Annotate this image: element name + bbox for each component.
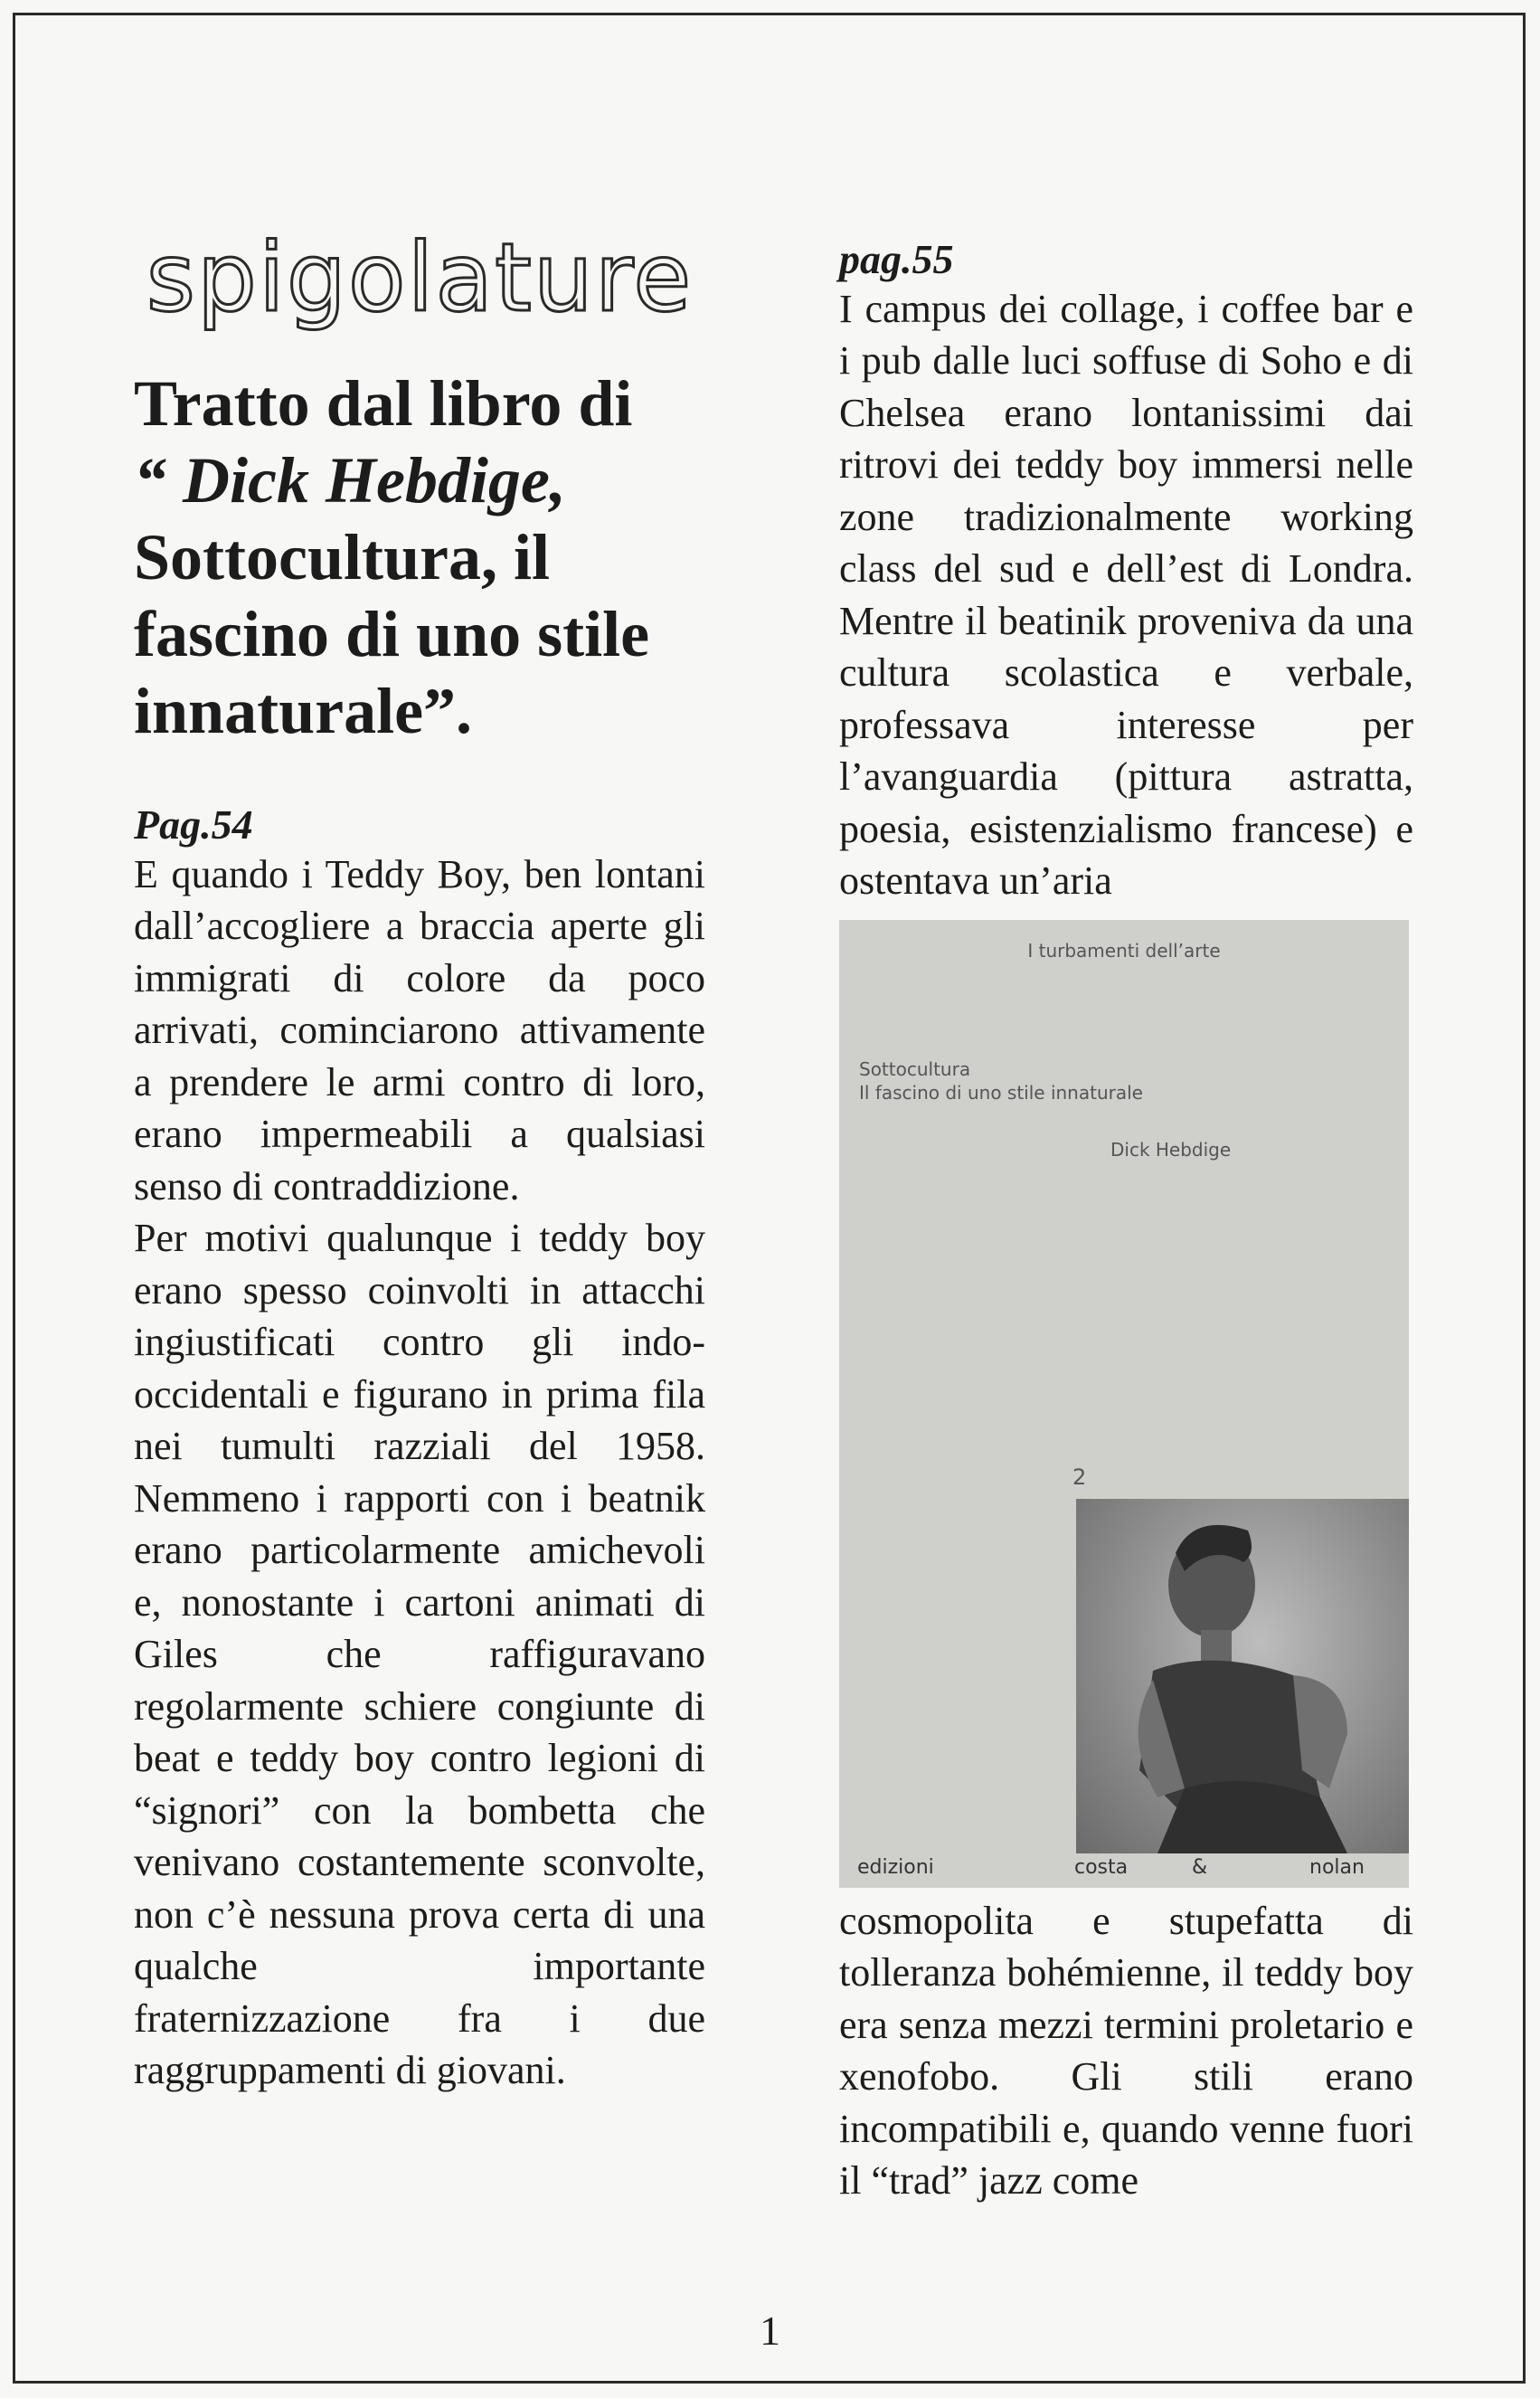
left-body-text bbox=[134, 848, 705, 2097]
book-cover-image bbox=[839, 920, 1409, 1888]
right-paragraph-1: I campus dei collage, i coffee bar e i pub dalle luci soffuse di Soho e di Chelsea erano lontanissimi dai ritrovi dei teddy boy immersi nelle zone tradizionalmente working class del sud e dell’est di Londra. Mentre il beatinik proveniva da una cultura scolastica e verbale, professava interesse per l’avanguardia (pittura astratta, poesia, esistenzialismo francese) e ostentava un’aria bbox=[839, 286, 1413, 904]
title-line-3: Sottocultura, il bbox=[134, 521, 550, 594]
left-paragraph-1: E quando i Teddy Boy, ben lontani dall’accogliere a braccia aperte gli immigrati di colore da poco arrivati, cominciarono attivamente a prendere le armi contro di loro, erano impermeabili a qualsiasi senso di contraddizione. bbox=[134, 851, 705, 1208]
cover-number: 2 bbox=[1072, 1464, 1087, 1490]
page-label-54: Pag.54 bbox=[134, 801, 253, 848]
right-paragraph-2: cosmopolita e stupefatta di tolleranza bohémienne, il teddy boy era senza mezzi termini proletario e xenofobo. Gli stili erano incompatibili e, quando venne fuori il “trad” jazz come bbox=[839, 1898, 1413, 2204]
cover-author: Dick Hebdige bbox=[1110, 1138, 1232, 1161]
cover-publisher-ampersand: & bbox=[1192, 1855, 1208, 1879]
cover-title-line-1: Sottocultura bbox=[859, 1057, 971, 1080]
cover-publisher-costa: costa bbox=[1074, 1855, 1129, 1879]
right-column bbox=[839, 237, 1413, 2207]
title-line-4: fascino di uno stile bbox=[134, 598, 650, 671]
title-line-1: Tratto dal libro di bbox=[134, 367, 633, 441]
cover-series: I turbamenti dell’arte bbox=[1027, 939, 1221, 962]
cover-publisher-nolan: nolan bbox=[1309, 1855, 1365, 1879]
title-line-5: innaturale”. bbox=[134, 675, 473, 748]
page-label-55: pag.55 bbox=[839, 236, 954, 282]
left-column bbox=[134, 223, 705, 2097]
cover-publisher-edizioni: edizioni bbox=[857, 1855, 934, 1879]
left-paragraph-2: Per motivi qualunque i teddy boy erano spesso coinvolti in attacchi ingiustificati contro gli indo-occidentali e figurano in prima fila nei tumulti razziali del 1958. Nemmeno i rapporti con i beatnik erano particolarmente amichevoli e, nonostante i cartoni animati di Giles che raffiguravano regolarmente schiere congiunte di beat e teddy boy contro legioni di “signori” con la bombetta che venivano costantemente sconvolte, non c’è nessuna prova certa di una qualche importante fraternizzazione fra i due raggruppamenti di giovani. bbox=[134, 1216, 705, 2093]
title-line-2: “ Dick Hebdige, bbox=[134, 444, 566, 517]
section-heading: spigolature bbox=[146, 223, 694, 333]
right-body-text-bottom bbox=[839, 1895, 1413, 2207]
cover-title bbox=[859, 1057, 1143, 1104]
teddy-boy-portrait bbox=[1076, 1499, 1409, 1853]
article-title bbox=[134, 365, 705, 750]
cover-title-line-2: Il fascino di uno stile innaturale bbox=[859, 1081, 1143, 1104]
cover-photo bbox=[1076, 1499, 1409, 1853]
page-number: 1 bbox=[760, 2308, 780, 2354]
right-body-text-top bbox=[839, 283, 1413, 907]
